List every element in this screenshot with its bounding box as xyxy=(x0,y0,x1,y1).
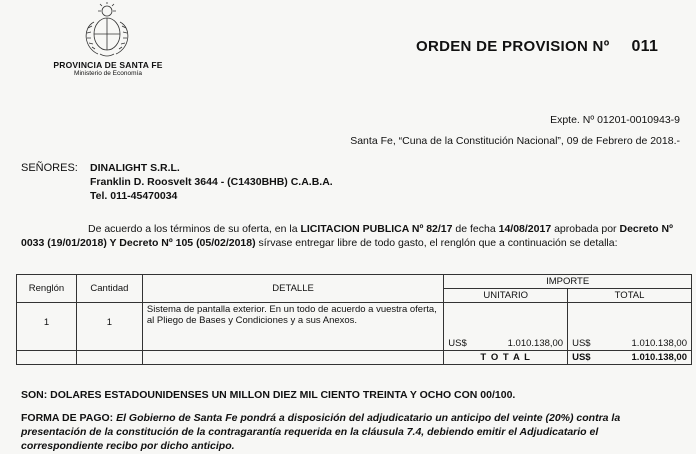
row-unitario-cell xyxy=(444,303,568,351)
total-label: T O T A L xyxy=(444,351,568,365)
table-row xyxy=(17,303,692,351)
ministry-name: Ministerio de Economía xyxy=(74,70,142,77)
row-unitario: 1.010.138,00 xyxy=(507,338,564,349)
decree-ref: Decreto Nº 0033 (19/01/2018) Y Decreto Nº 105 (05/02/2018) xyxy=(21,223,673,249)
row-detalle: Sistema de pantalla exterior. En un todo de acuerdo a vuestra oferta, al Pliego de Bases y Condiciones y a sus Anexos. xyxy=(142,303,443,351)
recipient-name: DINALIGHT S.R.L. xyxy=(90,162,180,174)
header-renglon: Renglón xyxy=(17,275,77,303)
page-title xyxy=(416,38,658,56)
row-total: 1.010.138,00 xyxy=(631,338,687,349)
intro-paragraph: De acuerdo a los términos de su oferta, en la LICITACION PUBLICA Nº 82/17 de fecha 14/08/2017 aprobada por Decreto Nº 0033 (19/01/2018) Y Decreto Nº 105 (05/02/2018) sírvase entregar libre de todo gasto, el renglón que a continuación se detalla: xyxy=(21,223,673,249)
coat-of-arms-logo xyxy=(62,2,152,60)
payment-terms-text: El Gobierno de Santa Fe pondrá a disposición del adjudicatario un anticipo del veinte (20%) contra la presentación de la constitución de la contragarantía requerida en la cláusula 7.4, debiendo emitir el Adjudicatario el correspondiente recibo por dicho anticipo. xyxy=(21,412,621,452)
recipient-label: SEÑORES: xyxy=(21,162,78,174)
amount-in-words: SON: DOLARES ESTADOUNIDENSES UN MILLON DIEZ MIL CIENTO TREINTA Y OCHO CON 00/100. xyxy=(21,389,516,401)
row-total-cell xyxy=(568,303,692,351)
header-importe: IMPORTE xyxy=(444,275,692,289)
row-renglon: 1 xyxy=(17,303,77,351)
row-cantidad: 1 xyxy=(76,303,142,351)
doc-number: 011 xyxy=(631,38,659,55)
licitacion-ref: LICITACION PUBLICA Nº 82/17 xyxy=(300,223,453,235)
header-detalle: DETALLE xyxy=(142,275,443,303)
recipient-address: Franklin D. Roosvelt 3644 - (C1430BHB) C.A.B.A. xyxy=(90,176,333,188)
total-row xyxy=(17,351,692,365)
payment-terms-label: FORMA DE PAGO: xyxy=(21,412,114,424)
grand-total: 1.010.138,00 xyxy=(631,352,687,363)
grand-total-cell xyxy=(568,351,692,365)
licitacion-date: 14/08/2017 xyxy=(498,223,552,235)
province-name: PROVINCIA DE SANTA FE xyxy=(53,60,163,70)
currency-total: US$ xyxy=(572,338,591,349)
place-date: Santa Fe, “Cuna de la Constitución Nacional”, 09 de Febrero de 2018.- xyxy=(350,135,680,147)
currency-unit: US$ xyxy=(448,338,467,349)
header-total: TOTAL xyxy=(568,289,692,303)
total-currency: US$ xyxy=(572,352,591,363)
items-table xyxy=(16,274,692,365)
header-cantidad: Cantidad xyxy=(76,275,142,303)
header-unitario: UNITARIO xyxy=(444,289,568,303)
expediente-number: Expte. Nº 01201-0010943-9 xyxy=(550,114,680,126)
doc-title: ORDEN DE PROVISION Nº xyxy=(416,38,610,55)
payment-terms xyxy=(21,411,683,453)
recipient-phone: Tel. 011-45470034 xyxy=(90,190,178,202)
